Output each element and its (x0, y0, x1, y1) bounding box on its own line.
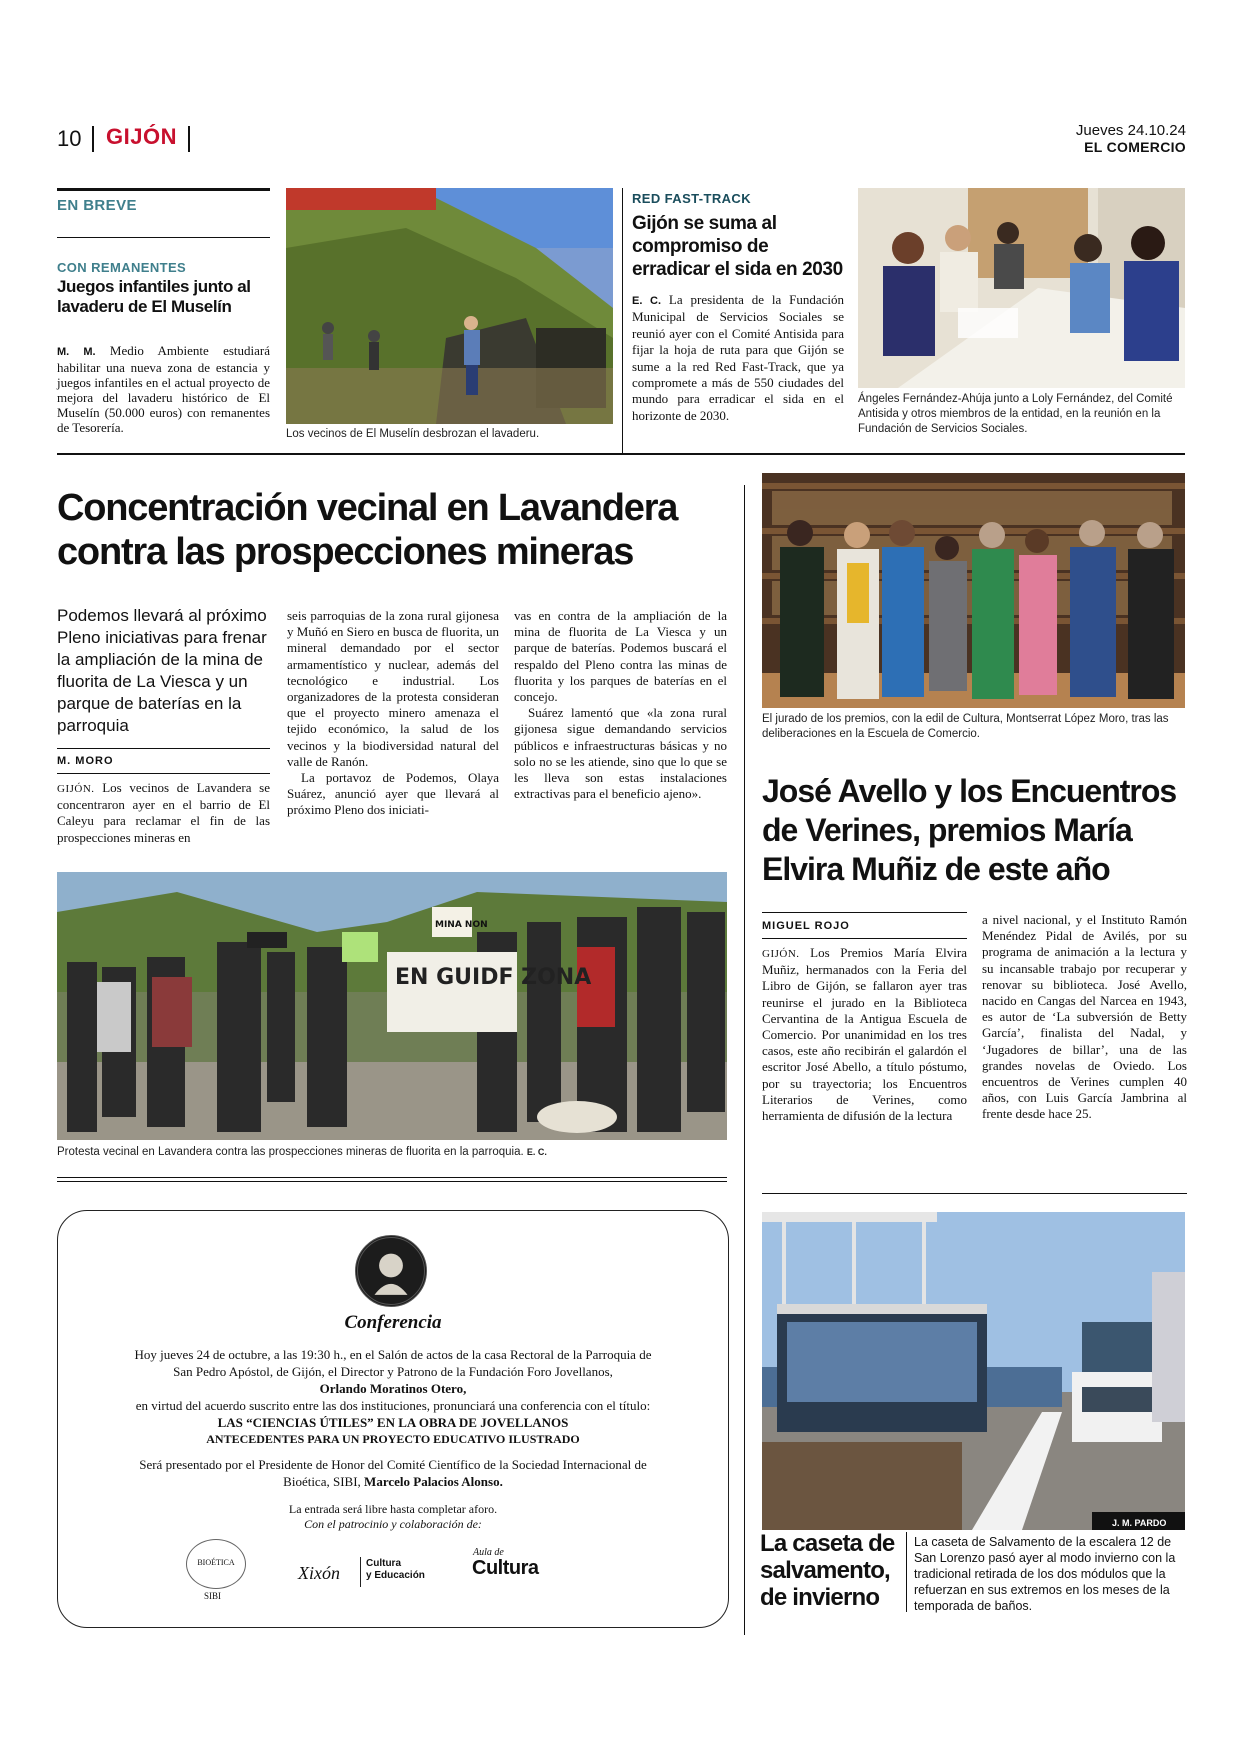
xixon-logo: Xixón (298, 1563, 340, 1583)
jury-photo (762, 473, 1185, 708)
sibi-logo-text: BIOÉTICA (197, 1558, 235, 1567)
main-headline: Concentración vecinal en Lavandera contra las prospecciones mineras (57, 487, 678, 573)
brief-body (57, 343, 270, 435)
fasttrack-headline: Gijón se suma al compromiso de erradicar el sida en 2030 (632, 213, 843, 280)
brief-text: Medio Ambiente estudiará habilitar una nueva zona de estancia y juegos infantiles en el actual proyecto de mejora del lavaderu histórico de El Muselín (50.000 euros) con remanentes de Tesorería. (57, 343, 270, 435)
ad-entry: La entrada será libre hasta completar aforo. (288, 1502, 498, 1516)
ad-line5-pre: Bioética, SIBI, (283, 1474, 361, 1489)
protest-photo (57, 872, 727, 1140)
rule (57, 188, 270, 191)
caseta-body: La caseta de Salvamento de la escalera 12 de San Lorenzo pasó ayer al modo invierno con la tradicional retirada de los dos módulos que la refuerzan en sus extremos en los meses de la temporada de baños. (914, 1535, 1176, 1613)
caseta-photo (762, 1212, 1185, 1530)
column-divider (906, 1532, 907, 1612)
ad-talk-title2: ANTECEDENTES PARA UN PROYECTO EDUCATIVO ILUSTRADO (206, 1432, 580, 1446)
brief-headline: Juegos infantiles junto al lavaderu de El Muselín (57, 277, 251, 316)
avello-col1 (762, 945, 967, 1124)
column-divider (622, 188, 623, 453)
newspaper-name: EL COMERCIO (1084, 139, 1186, 155)
header-divider (92, 126, 94, 152)
protest-credit: E. C. (526, 1147, 547, 1157)
lavaderu-photo (286, 188, 613, 424)
brief-kicker: CON REMANENTES (57, 260, 187, 275)
main-col2-text: seis parroquias de la zona rural gijonesa y Muñó en Siero en busca de fluorita, un mineral demandado por el sector armamentístico y nuclear, además del tecnológico e industrial. Los organizadores de la protesta consideran que el proyecto minero amenaza el tejido económico, la salud de los vecinos y la biodiversidad natural del valle de Ranón. (287, 608, 499, 769)
aula-logo: Cultura (472, 1557, 539, 1579)
sibi-logo (186, 1539, 246, 1589)
main-col2 (287, 608, 499, 819)
main-subheadline: Podemos llevará al próximo Pleno iniciativas para frenar la ampliación de la mina de fluorita de La Viesca y un parque de baterías en la parroquia (57, 606, 267, 735)
protest-caption-text: Protesta vecinal en Lavandera contra las prospecciones mineras de fluorita en la parroquia. (57, 1146, 524, 1158)
issue-date: Jueves 24.10.24 (1075, 122, 1186, 139)
rule (57, 773, 270, 774)
rule (57, 453, 1185, 455)
meeting-caption: Ángeles Fernández-Ahúja junto a Loly Fernández, del Comité Antisida y otros miembros de la entidad, en la reunión en la Fundación de Servicios Sociales. (858, 393, 1173, 435)
section-title: GIJÓN (106, 124, 177, 149)
fasttrack-text: La presidenta de la Fundación Municipal de Servicios Sociales se reunió ayer con el Comité Antisida para fijar la hoja de ruta para que Gijón se sume a la red Red Fast-Track, que ya compromete a más de 550 ciudades del mundo para erradicar el sida en el horizonte de 2030. (632, 292, 845, 423)
ad-title: Conferencia (344, 1312, 442, 1333)
page-number: 10 (57, 126, 82, 151)
main-col1-text: Los vecinos de Lavandera se concentraron ayer en el barrio de El Caleyu para reclamar el fin de las prospecciones mineras en (57, 780, 271, 845)
ad-line3: en virtud del acuerdo suscrito entre las dos instituciones, pronunciará una conferencia con el título: (135, 1398, 651, 1413)
protest-sign-text: MINA NON (435, 920, 488, 930)
logo-divider (360, 1557, 361, 1587)
main-col3-text: vas en contra de la ampliación de la mina de fluorita de La Viesca y un parque de baterías. Podemos buscará el respaldo del Pleno contra las minas de fluorita y los parques de baterías en el concejo. (514, 608, 727, 705)
en-breve-label: EN BREVE (57, 197, 137, 214)
meeting-photo (858, 188, 1185, 388)
rule (57, 237, 270, 238)
fasttrack-author: E. C. (632, 295, 662, 307)
ad-line4: Será presentado por el Presidente de Honor del Comité Científico de la Sociedad Internacional de (139, 1457, 647, 1472)
fasttrack-body (632, 292, 844, 424)
rule (762, 912, 967, 913)
rule (762, 938, 967, 939)
ad-talk-title1: LAS “CIENCIAS ÚTILES” EN LA OBRA DE JOVELLANOS (217, 1415, 569, 1430)
main-col3 (514, 608, 727, 802)
lavaderu-caption: Los vecinos de El Muselín desbrozan el lavaderu. (286, 428, 540, 440)
rule (762, 1193, 1187, 1194)
main-col2b-text: La portavoz de Podemos, Olaya Suárez, anunció ayer que llevará al próximo Pleno dos iniciati- (287, 770, 499, 818)
protest-caption (57, 1145, 547, 1160)
xixon-sub2: y Educación (366, 1570, 425, 1581)
jury-caption: El jurado de los premios, con la edil de Cultura, Montserrat López Moro, tras las deliberaciones en la Escuela de Comercio. (762, 713, 1169, 740)
jovellanos-medallion-icon (355, 1235, 427, 1307)
caseta-headline: La caseta de salvamento, de invierno (760, 1530, 895, 1611)
avello-col1-text: Los Premios María Elvira Muñiz, hermanados con la Feria del Libro de Gijón, se fallaron ayer tras reunirse el jurado en la Biblioteca Cervantina de la Antigua Escuela de Comercio. Por unanimidad en los tres casos, este año recibirán el galardón el escritor José Abello, a título póstumo, por su trayectoria; los Encuentros Literarios de Verines, como herramienta de difusión de la lectura (762, 945, 967, 1124)
rule (57, 1177, 727, 1178)
header-divider (188, 126, 190, 152)
conference-ad (57, 1210, 729, 1628)
aula-logo-top: Aula de (473, 1547, 504, 1558)
avello-byline: MIGUEL ROJO (762, 920, 850, 932)
avello-col2: a nivel nacional, y el Instituto Ramón Menéndez Pidal de Avilés, por su programa de animación a la lectura y su incansable trabajo por recuperar y renovar su biblioteca. José Avello, nacido en Cangas del Narcea en 1943, es autor de ‘La subversión de Betty García’, finalista del Nadal, y ‘Jugadores de billar’, una de las grandes novelas de Oviedo. Los encuentros de Verines cumplen 40 años, con Luis García Jambrina al frente desde hace 25. (982, 912, 1187, 1122)
fasttrack-kicker: RED FAST-TRACK (632, 191, 751, 206)
ad-line1: Hoy jueves 24 de octubre, a las 19:30 h., en el Salón de actos de la casa Rectoral de la Parroquia de (134, 1347, 652, 1362)
protest-banner-text: EN GUIDF ZONA (395, 965, 592, 990)
ad-line5 (58, 1474, 728, 1490)
avello-dateline: GIJÓN. (762, 948, 800, 960)
ad-speaker: Orlando Moratinos Otero, (319, 1381, 467, 1396)
main-byline: M. MORO (57, 755, 114, 767)
xixon-logo-sub (366, 1558, 425, 1582)
brief-author: M. M. (57, 346, 96, 358)
ad-line2: San Pedro Apóstol, de Gijón, el Director y Patrono de la Fundación Foro Jovellanos, (173, 1364, 613, 1379)
xixon-sub1: Cultura (366, 1558, 401, 1569)
main-col1 (57, 780, 270, 846)
caseta-credit: J. M. PARDO (1108, 1517, 1170, 1529)
main-col3b-text: Suárez lamentó que «la zona rural gijonesa sigue demandando servicios públicos e infraestructuras básicas y no solo no se les atiende, sino que lo que se les lleva son estas instalaciones extractivas para el beneficio ajeno». (514, 705, 727, 802)
rule (57, 1181, 727, 1182)
ad-sponsor: Con el patrocinio y colaboración de: (304, 1517, 482, 1531)
main-dateline: GIJÓN. (57, 783, 95, 795)
sibi-logo-sub: SIBI (204, 1591, 222, 1601)
ad-presenter: Marcelo Palacios Alonso. (364, 1474, 503, 1489)
avello-headline: José Avello y los Encuentros de Verines, premios María Elvira Muñiz de este año (762, 773, 1177, 887)
rule (57, 748, 270, 749)
column-divider (744, 485, 745, 1635)
